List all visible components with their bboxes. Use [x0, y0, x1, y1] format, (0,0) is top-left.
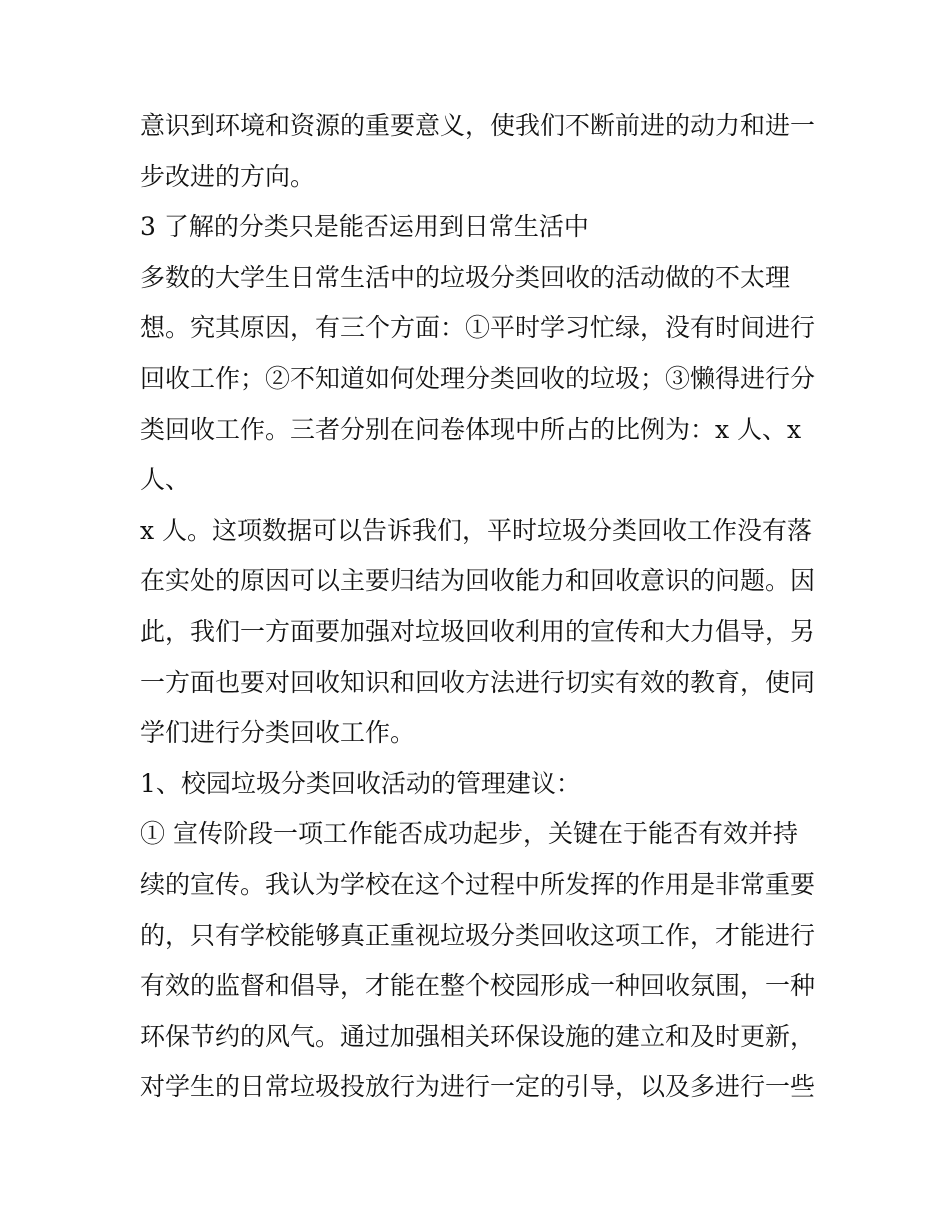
section-heading: 3 了解的分类只是能否运用到日常生活中 [140, 212, 589, 242]
text-line: 学们进行分类回收工作。 [140, 718, 416, 748]
text-line: 人、 [140, 465, 191, 495]
text-line: 环保节约的风气。通过加强相关环保设施的建立和及时更新， [140, 1021, 816, 1051]
text-line: 一方面也要对回收知识和回收方法进行切实有效的教育，使同 [140, 667, 816, 697]
document-body [140, 101, 820, 1113]
text-line: x 人。这项数据可以告诉我们，平时垃圾分类回收工作没有落 [140, 515, 813, 545]
text-line: ① 宣传阶段一项工作能否成功起步，关键在于能否有效并持 [140, 819, 798, 849]
text-line: 意识到环境和资源的重要意义，使我们不断前进的动力和进一 [140, 111, 816, 140]
text-line: 在实处的原因可以主要归结为回收能力和回收意识的问题。因 [140, 566, 816, 596]
section-heading: 1、校园垃圾分类回收活动的管理建议： [140, 768, 581, 798]
text-line: 此，我们一方面要加强对垃圾回收利用的宣传和大力倡导，另 [140, 616, 816, 646]
text-line: 回收工作；②不知道如何处理分类回收的垃圾；③懒得进行分 [140, 363, 816, 393]
text-line: 对学生的日常垃圾投放行为进行一定的引导，以及多进行一些 [140, 1072, 816, 1102]
text-line: 步改进的方向。 [140, 161, 316, 191]
text-line: 续的宣传。我认为学校在这个过程中所发挥的作用是非常重要 [140, 869, 816, 899]
text-line: 多数的大学生日常生活中的垃圾分类回收的活动做的不太理 [140, 262, 791, 292]
text-line: 有效的监督和倡导，才能在整个校园形成一种回收氛围，一种 [140, 971, 816, 1001]
text-line: 类回收工作。三者分别在问卷体现中所占的比例为：x 人、x [140, 414, 802, 444]
text-line: 想。究其原因，有三个方面：①平时学习忙绿，没有时间进行 [140, 313, 816, 343]
text-line: 的，只有学校能够真正重视垃圾分类回收这项工作，才能进行 [140, 920, 816, 950]
